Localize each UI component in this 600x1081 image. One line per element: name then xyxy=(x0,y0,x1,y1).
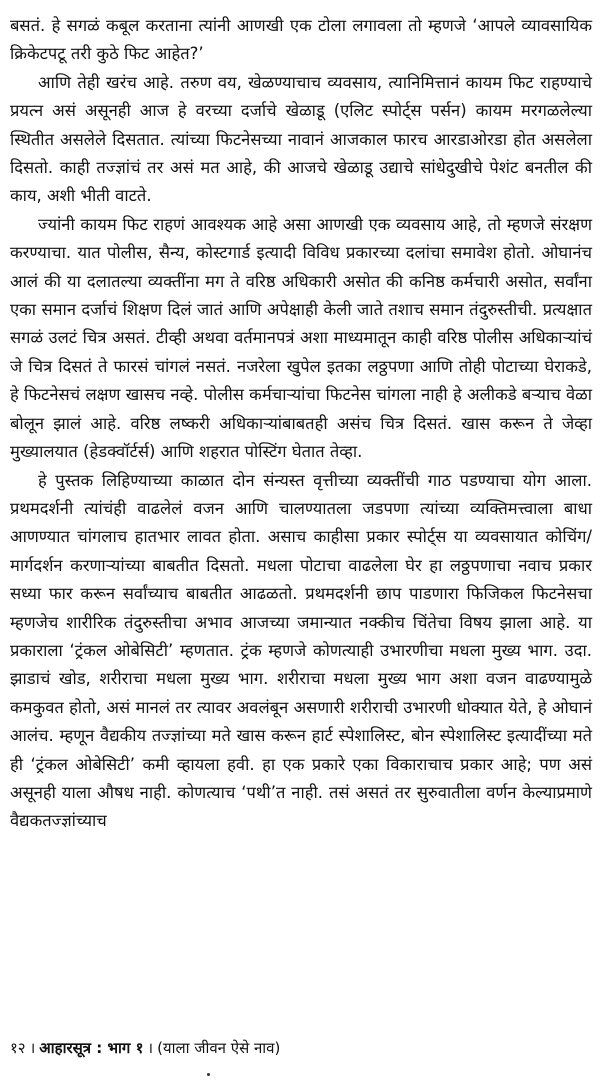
paragraph-3: ज्यांनी कायम फिट राहणं आवश्यक आहे असा आणखी एक व्यवसाय आहे, तो म्हणजे संरक्षण करण्याचा. यात पोलीस, सैन्य, कोस्टगार्ड इत्यादी विविध प्रकारच्या दलांचा समावेश होतो. ओघानंच आलं की या दलातल्या व्यक्तींना मग ते वरिष्ठ अधिकारी असोत की कनिष्ठ कर्मचारी असोत, सर्वांना एका समान दर्जाचं शिक्षण दिलं जातं आणि अपेक्षाही केली जाते तशाच समान तंदुरुस्तीची. प्रत्यक्षात सगळं उलटं चित्र असतं. टीव्ही अथवा वर्तमानपत्रं अशा माध्यमातून काही वरिष्ठ पोलीस अधिकाऱ्यांचं जे चित्र दिसतं ते फारसं चांगलं नसतं. नजरेला खुपेल इतका लठ्ठपणा आणि तोही पोटाच्या घेराकडे, हे फिटनेसचं लक्षण खासच नव्हे. पोलीस कर्मचाऱ्यांचा फिटनेस चांगला नाही हे अलीकडे बऱ्याच वेळा बोलून झालं आहे. वरिष्ठ लष्करी अधिकाऱ्यांबाबतही असंच चित्र दिसतं. खास करून ते जेव्हा मुख्यालयात (हेडक्वॉर्टर्स) आणि शहरात पोस्टिंग घेतात तेव्हा. xyxy=(10,214,592,462)
footer-separator-2: । xyxy=(147,1039,154,1057)
page-footer xyxy=(10,1038,280,1058)
book-title: आहारसूत्र : भाग १ xyxy=(39,1039,144,1057)
paragraph-2: आणि तेही खरंच आहे. तरुण वय, खेळण्याचाच व्यवसाय, त्यानिमित्तानं कायम फिट राहण्याचे प्रयत्न असं असूनही आज हे वरच्या दर्जाचे खेळाडू (एलिट स्पोर्ट्स पर्सन) कायम मरगळलेल्या स्थितीत असलेले दिसतात. त्यांच्या फिटनेसच्या नावानं आजकाल फारच आरडाओरडा होत असलेला दिसतो. काही तज्ज्ञांचं तर असं मत आहे, की आजचे खेळाडू उद्याचे सांधेदुखीचे पेशंट बनतील की काय, अशी भीती वाटते. xyxy=(10,72,592,206)
page-body xyxy=(10,12,592,1012)
book-subtitle: (याला जीवन ऐसे नाव) xyxy=(157,1039,281,1057)
paragraph-4: हे पुस्तक लिहिण्याच्या काळात दोन संन्यस्त वृत्तीच्या व्यक्तींची गाठ पडण्याचा योग आला. प्रथमदर्शनी त्यांचंही वाढलेलं वजन आणि चालण्यातला जडपणा त्यांच्या व्यक्तिमत्त्वाला बाधा आणण्यात चांगलाच हातभार लावत होता. असाच काहीसा प्रकार स्पोर्ट्स या व्यवसायात कोचिंग/मार्गदर्शन करणाऱ्यांच्या बाबतीत दिसतो. मधला पोटाचा वाढलेला घेर हा लठ्ठपणाचा नवाच प्रकार सध्या फार करून सर्वांच्याच बाबतीत आढळतो. प्रथमदर्शनी छाप पाडणारा फिजिकल फिटनेसचा म्हणजेच शारीरिक तंदुरुस्तीचा अभाव आजच्या जमान्यात नक्कीच चिंतेचा विषय झाला आहे. या प्रकाराला ‘ट्रंकल ओबेसिटी’ म्हणतात. ट्रंक म्हणजे कोणत्याही उभारणीचा मधला मुख्य भाग. उदा. झाडाचं खोड, शरीराचा मधला मुख्य भाग. शरीराचा मधला मुख्य भाग अशा वजन वाढण्यामुळे कमकुवत होतो, असं मानलं तर त्यावर अवलंबून असणारी शरीराची उभारणी धोक्यात येते, हे ओघानं आलंच. म्हणून वैद्यकीय तज्ज्ञांच्या मते खास करून हार्ट स्पेशालिस्ट, बोन स्पेशालिस्ट इत्यादींच्या मते ही ‘ट्रंकल ओबेसिटी’ कमी व्हायला हवी. हा एक प्रकारे एका विकाराचाच प्रकार आहे; पण असं असूनही याला औषध नाही. कोणत्याच ‘पथी’त नाही. तसं असतं तर सुरुवातीला वर्णन केल्याप्रमाणे वैद्यकतज्ज्ञांच्याच xyxy=(10,470,592,831)
print-speck xyxy=(207,1073,210,1076)
paragraph-1: बसतं. हे सगळं कबूल करताना त्यांनी आणखी एक टोला लगावला तो म्हणजे ‘आपले व्यावसायिक क्रिकेटपटू तरी कुठे फिट आहेत?’ xyxy=(10,16,592,64)
page-number: १२ xyxy=(10,1039,26,1057)
footer-separator-1: । xyxy=(29,1039,36,1057)
